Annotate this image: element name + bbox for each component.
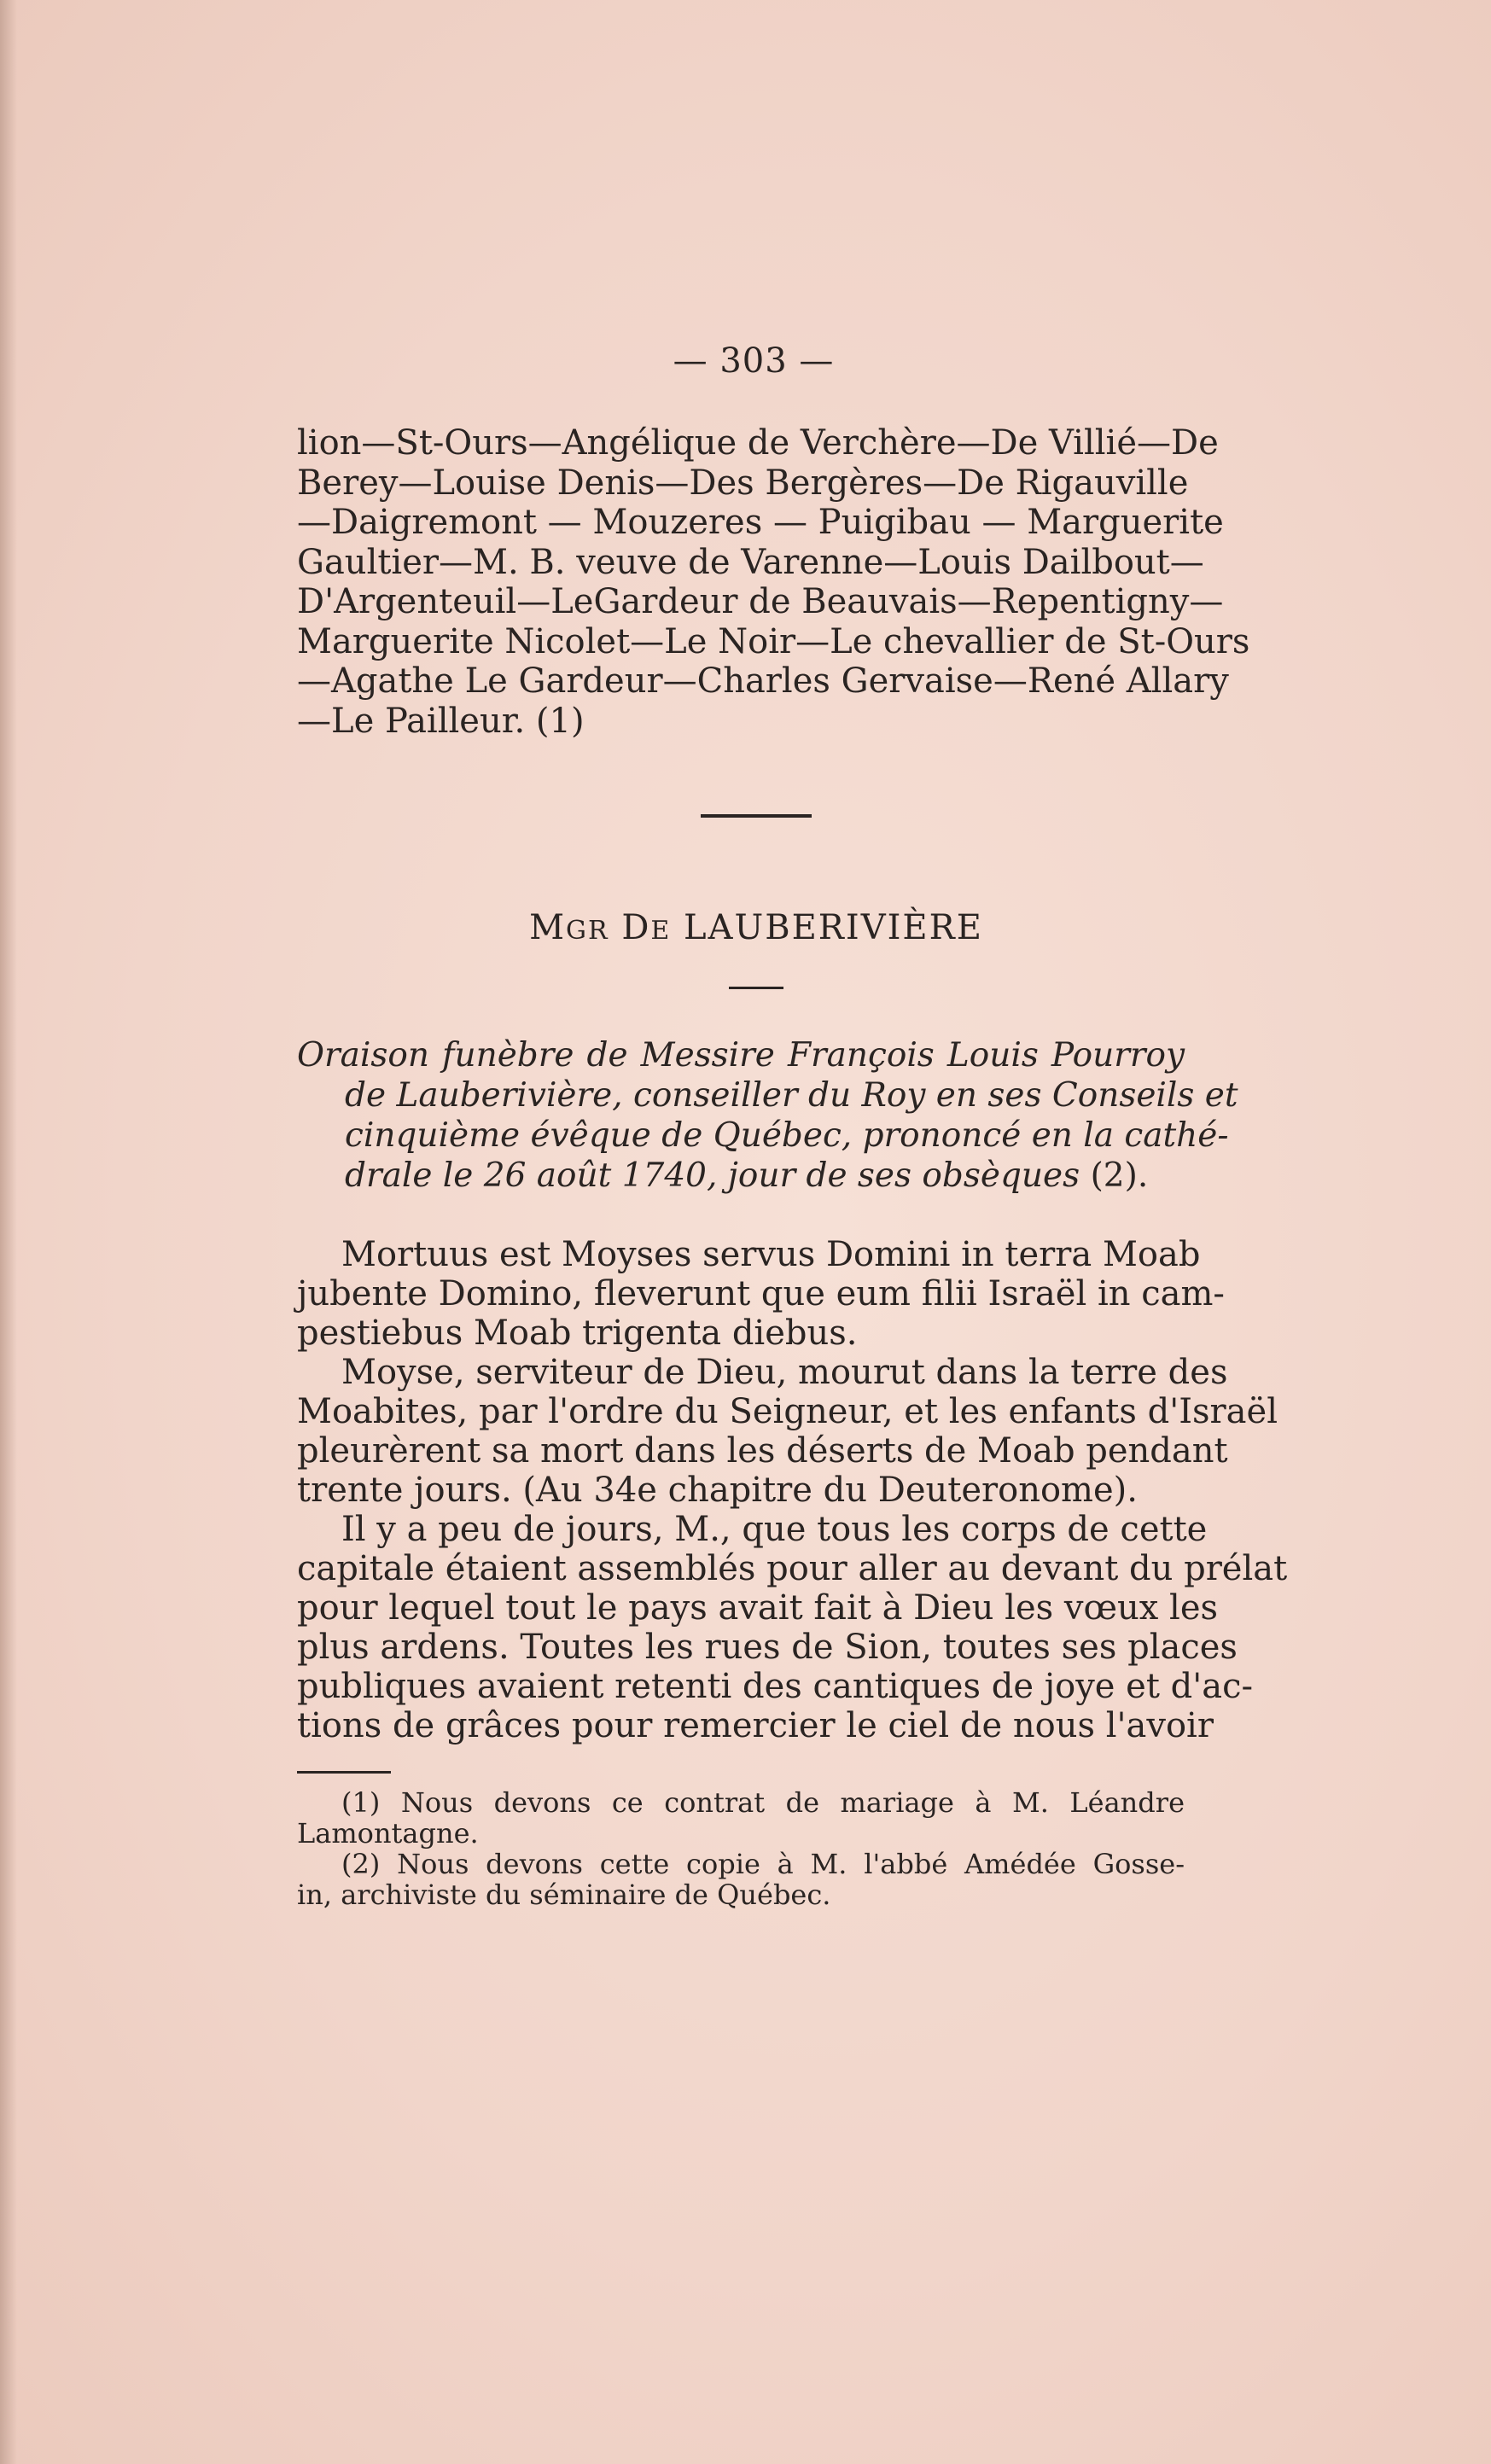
- footnote-line: in, archiviste du séminaire de Québec.: [297, 1879, 831, 1911]
- paragraph-line: pestiebus Moab trigenta diebus.: [297, 1314, 858, 1353]
- paragraph: [297, 1235, 1225, 1353]
- title-prefix-m: M: [529, 908, 567, 947]
- paragraph-line: trente jours. (Au 34e chapitre du Deuteronome).: [297, 1471, 1138, 1510]
- title-name: LAUBERIVIÈRE: [684, 908, 983, 947]
- heading-line: drale le 26 août 1740, jour de ses obsèques: [345, 1156, 1080, 1195]
- section-title: [312, 908, 1200, 947]
- footnote-line: [297, 1849, 1185, 1879]
- section-divider: [701, 814, 812, 818]
- heading-line: de Lauberivière, conseiller du Roy en ses Conseils et: [345, 1076, 1238, 1115]
- title-underline: [729, 987, 783, 989]
- footnote-separator: [297, 1771, 391, 1774]
- page-number: — 303 —: [673, 341, 835, 381]
- heading-line-last: [297, 1156, 1185, 1196]
- heading-end: .: [1137, 1156, 1149, 1195]
- list-line: D'Argenteuil—LeGardeur de Beauvais—Repentigny—: [297, 582, 1224, 621]
- book-page: [297, 341, 1288, 1911]
- footnote: [297, 1787, 1185, 1849]
- list-line-last: [297, 702, 1185, 742]
- body-text: [297, 1235, 1288, 1745]
- paragraph-line: Il y a peu de jours, M., que tous les corps de cette: [341, 1510, 1208, 1549]
- paragraph-line: Moabites, par l'ordre du Seigneur, et les enfants d'Israël: [297, 1392, 1278, 1431]
- paragraph-line: capitale étaient assemblés pour aller au devant du prélat: [297, 1549, 1288, 1588]
- name-list: [297, 423, 1250, 741]
- paragraph-line: tions de grâces pour remercier le ciel de nous l'avoir: [297, 1706, 1214, 1745]
- paragraph-line: Moyse, serviteur de Dieu, mourut dans la terre des: [341, 1353, 1228, 1392]
- footnote-text: Nous devons ce contrat de mariage à M. Léandre: [400, 1786, 1185, 1819]
- title-prefix-e: E: [650, 916, 672, 946]
- heading-line: Oraison funèbre de Messire François Louis Pourroy: [297, 1036, 1185, 1075]
- footnote-line: Lamontagne.: [297, 1817, 479, 1849]
- list-line: lion—St-Ours—Angélique de Verchère—De Villié—De: [297, 423, 1219, 463]
- footnote-ref-2: (2): [1090, 1156, 1138, 1195]
- paragraph-line: publiques avaient retenti des cantiques de joye et d'ac-: [297, 1667, 1253, 1706]
- page-edge-shadow: [0, 0, 17, 2464]
- list-line: Marguerite Nicolet—Le Noir—Le chevallier de St-Ours: [297, 621, 1250, 661]
- footnote-ref-1: (1): [535, 701, 585, 741]
- footnote-marker: (2): [341, 1848, 381, 1880]
- footnote-marker: (1): [341, 1786, 381, 1819]
- sermon-heading: [297, 1035, 1238, 1196]
- title-prefix-d: D: [621, 908, 651, 947]
- list-line: Berey—Louise Denis—Des Bergères—De Rigauville: [297, 463, 1189, 503]
- paragraph-line: jubente Domino, fleverunt que eum filii Israël in cam-: [297, 1274, 1225, 1314]
- title-prefix-gr: GR: [566, 916, 609, 946]
- footnotes: [297, 1787, 1185, 1910]
- footnote-text: Nous devons cette copie à M. l'abbé Amédée Gosse-: [397, 1848, 1185, 1880]
- list-line: —Le Pailleur.: [297, 701, 526, 741]
- paragraph-line: Mortuus est Moyses servus Domini in terra Moab: [341, 1235, 1201, 1274]
- list-line: Gaultier—M. B. veuve de Varenne—Louis Dailbout—: [297, 542, 1204, 582]
- footnote-line: [297, 1787, 1185, 1818]
- footnote: [297, 1849, 1185, 1910]
- paragraph-line: pleurèrent sa mort dans les déserts de Moab pendant: [297, 1431, 1228, 1471]
- paragraph: [297, 1353, 1278, 1510]
- list-line: —Daigremont — Mouzeres — Puigibau — Marguerite: [297, 503, 1224, 542]
- list-line: —Agathe Le Gardeur—Charles Gervaise—René Allary: [297, 661, 1229, 701]
- heading-line: cinquième évêque de Québec, prononcé en la cathé-: [345, 1116, 1229, 1155]
- paragraph-line: pour lequel tout le pays avait fait à Dieu les vœux les: [297, 1588, 1219, 1628]
- paragraph-line: plus ardens. Toutes les rues de Sion, toutes ses places: [297, 1628, 1238, 1667]
- paragraph: [297, 1510, 1288, 1745]
